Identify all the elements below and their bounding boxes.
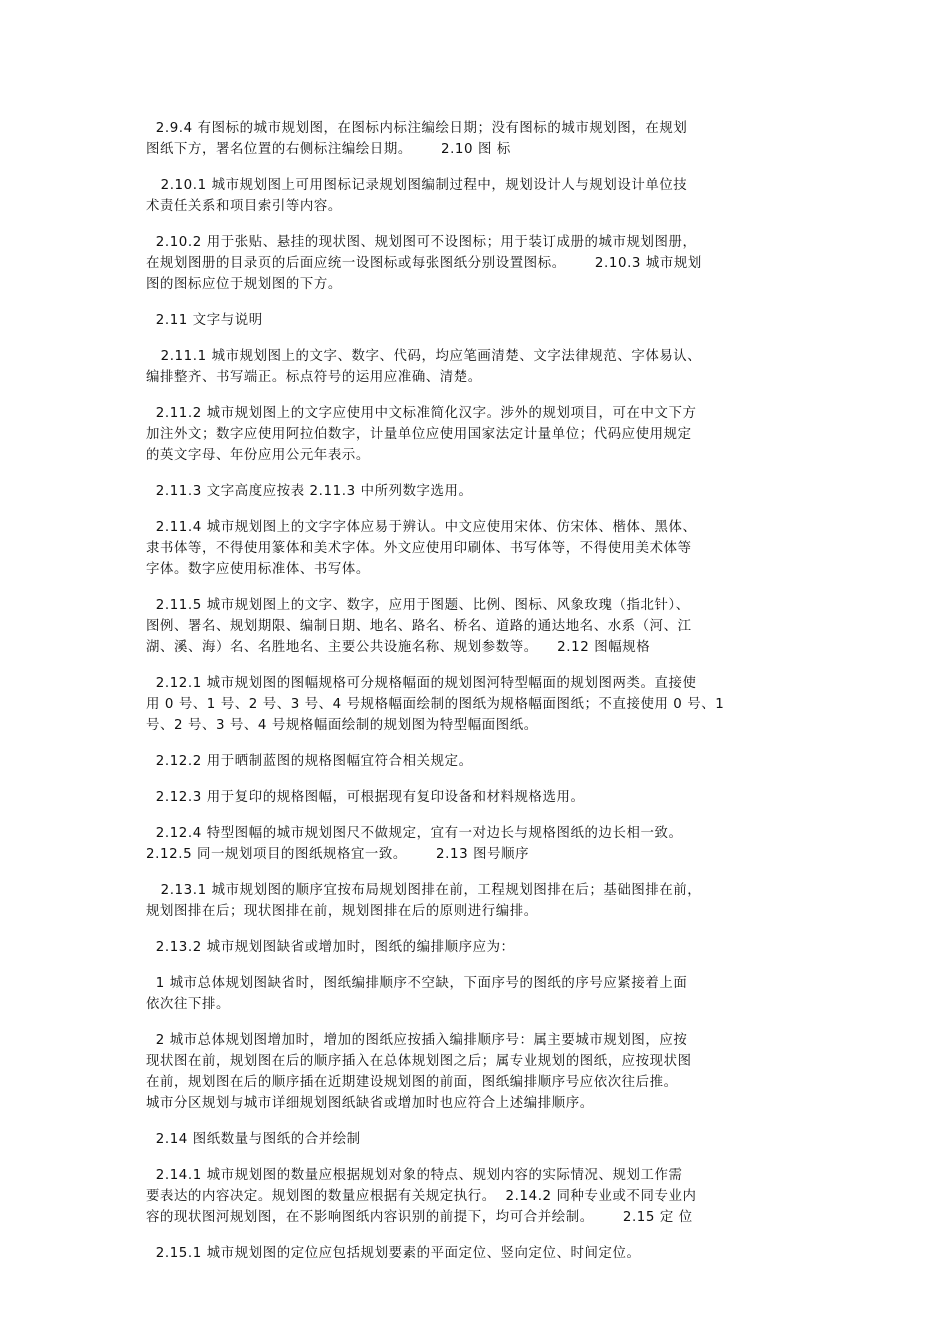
text-line: 2.12.4 特型图幅的城市规划图尺不做规定，宜有一对边长与规格图纸的边长相一致。 xyxy=(146,826,683,841)
text-line: 2.10.2 用于张贴、悬挂的现状图、规划图可不设图标；用于装订成册的城市规划图册， xyxy=(146,235,697,250)
paragraph xyxy=(146,175,812,217)
text-line: 2.11.5 城市规划图上的文字、数字，应用于图题、比例、图标、风象玫瑰（指北针）、 xyxy=(146,598,690,613)
text-line: 2.12.3 用于复印的规格图幅，可根据现有复印设备和材料规格选用。 xyxy=(146,790,585,805)
text-line: 在规划图册的目录页的后面应统一设图标或每张图纸分别设置图标。 2.10.3 城市规划 xyxy=(146,256,702,271)
paragraph xyxy=(146,517,812,580)
text-line: 2.11.1 城市规划图上的文字、数字、代码，均应笔画清楚、文字法律规范、字体易认、 xyxy=(146,349,702,364)
paragraph xyxy=(146,310,812,331)
paragraph xyxy=(146,1030,812,1114)
paragraph xyxy=(146,937,812,958)
paragraph xyxy=(146,673,812,736)
paragraph xyxy=(146,823,812,865)
text-line: 2.11.2 城市规划图上的文字应使用中文标准简化汉字。涉外的规划项目，可在中文下方 xyxy=(146,406,697,421)
text-line: 1 城市总体规划图缺省时，图纸编排顺序不空缺，下面序号的图纸的序号应紧接着上面 xyxy=(146,976,688,991)
text-line: 的英文字母、年份应用公元年表示。 xyxy=(146,448,370,463)
paragraph xyxy=(146,595,812,658)
text-line: 2.12.2 用于晒制蓝图的规格图幅宜符合相关规定。 xyxy=(146,754,473,769)
text-line: 2.11.3 文字高度应按表 2.11.3 中所列数字选用。 xyxy=(146,484,473,499)
text-line: 2.12.1 城市规划图的图幅规格可分规格幅面的规划图河特型幅面的规划图两类。直接使 xyxy=(146,676,697,691)
text-line: 编排整齐、书写端正。标点符号的运用应准确、清楚。 xyxy=(146,370,482,385)
text-line: 隶书体等，不得使用篆体和美术字体。外文应使用印刷体、书写体等，不得使用美术体等 xyxy=(146,541,692,556)
text-line: 2.14.1 城市规划图的数量应根据规划对象的特点、规划内容的实际情况、规划工作需 xyxy=(146,1168,683,1183)
text-line: 用 0 号、1 号、2 号、3 号、4 号规格幅面绘制的图纸为规格幅面图纸；不直接使用 0 号、1 xyxy=(146,697,725,712)
text-line: 2.13.2 城市规划图缺省或增加时，图纸的编排顺序应为： xyxy=(146,940,515,955)
text-line: 规划图排在后；现状图排在前，规划图排在后的原则进行编排。 xyxy=(146,904,538,919)
paragraph xyxy=(146,1243,812,1264)
text-line: 城市分区规划与城市详细规划图纸缺省或增加时也应符合上述编排顺序。 xyxy=(146,1096,594,1111)
paragraph xyxy=(146,403,812,466)
text-line: 在前，规划图在后的顺序插在近期建设规划图的前面，图纸编排顺序号应依次往后推。 xyxy=(146,1075,678,1090)
text-line: 2.14 图纸数量与图纸的合并绘制 xyxy=(146,1132,361,1147)
text-line: 现状图在前，规划图在后的顺序插入在总体规划图之后；属专业规划的图纸，应按现状图 xyxy=(146,1054,692,1069)
text-line: 2.11.4 城市规划图上的文字字体应易于辨认。中文应使用宋体、仿宋体、楷体、黑体、 xyxy=(146,520,697,535)
text-line: 2.11 文字与说明 xyxy=(146,313,263,328)
paragraph xyxy=(146,973,812,1015)
paragraph xyxy=(146,232,812,295)
paragraph xyxy=(146,751,812,772)
text-line: 加注外文；数字应使用阿拉伯数字，计量单位应使用国家法定计量单位；代码应使用规定 xyxy=(146,427,692,442)
document-page xyxy=(146,118,812,1279)
text-line: 图的图标应位于规划图的下方。 xyxy=(146,277,342,292)
text-line: 2.10.1 城市规划图上可用图标记录规划图编制过程中，规划设计人与规划设计单位技 xyxy=(146,178,688,193)
text-line: 号、2 号、3 号、4 号规格幅面绘制的规划图为特型幅面图纸。 xyxy=(146,718,538,733)
text-line: 要表达的内容决定。规划图的数量应根据有关规定执行。 2.14.2 同种专业或不同专业内 xyxy=(146,1189,697,1204)
text-line: 2.13.1 城市规划图的顺序宜按布局规划图排在前，工程规划图排在后；基础图排在前， xyxy=(146,883,702,898)
text-line: 2.15.1 城市规划图的定位应包括规划要素的平面定位、竖向定位、时间定位。 xyxy=(146,1246,641,1261)
text-line: 字体。数字应使用标准体、书写体。 xyxy=(146,562,370,577)
text-line: 2 城市总体规划图增加时，增加的图纸应按插入编排顺序号：属主要城市规划图，应按 xyxy=(146,1033,688,1048)
text-line: 2.12.5 同一规划项目的图纸规格宜一致。 2.13 图号顺序 xyxy=(146,847,530,862)
text-line: 图例、署名、规划期限、编制日期、地名、路名、桥名、道路的通达地名、水系（河、江 xyxy=(146,619,692,634)
text-line: 图纸下方，署名位置的右侧标注编绘日期。 2.10 图 标 xyxy=(146,142,511,157)
text-line: 容的现状图河规划图，在不影响图纸内容识别的前提下，均可合并绘制。 2.15 定 位 xyxy=(146,1210,693,1225)
text-line: 术责任关系和项目索引等内容。 xyxy=(146,199,342,214)
paragraph xyxy=(146,481,812,502)
paragraph xyxy=(146,118,812,160)
paragraph xyxy=(146,1165,812,1228)
text-line: 2.9.4 有图标的城市规划图，在图标内标注编绘日期；没有图标的城市规划图，在规划 xyxy=(146,121,688,136)
paragraph xyxy=(146,1129,812,1150)
paragraph xyxy=(146,346,812,388)
text-line: 湖、溪、海）名、名胜地名、主要公共设施名称、规划参数等。 2.12 图幅规格 xyxy=(146,640,651,655)
paragraph xyxy=(146,787,812,808)
text-line: 依次往下排。 xyxy=(146,997,230,1012)
paragraph xyxy=(146,880,812,922)
